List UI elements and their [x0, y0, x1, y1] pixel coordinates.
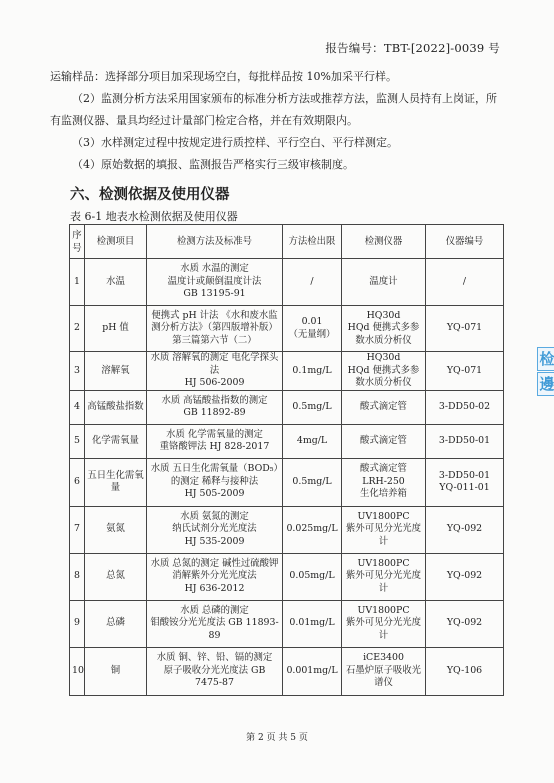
cell-item: 五日生化需氧量: [85, 458, 147, 506]
table-row: [70, 553, 504, 600]
cell-seq: 2: [70, 306, 85, 352]
header-instrument-no: 仪器编号: [426, 225, 504, 259]
cell-item: 氨氮: [85, 506, 147, 553]
cell-instrument: UV1800PC 紫外可见分光光度计: [342, 553, 426, 600]
cell-seq: 8: [70, 553, 85, 600]
cell-seq: 3: [70, 352, 85, 391]
cell-method: 水质 高锰酸盐指数的测定 GB 11892-89: [147, 390, 283, 424]
cell-item: 总氮: [85, 553, 147, 600]
cell-limit: 4mg/L: [283, 424, 342, 458]
cell-method: 便携式 pH 计法 《水和废水监测分析方法》（第四版增补版）第三篇第六节（二）: [147, 306, 283, 352]
cell-seq: 4: [70, 390, 85, 424]
cell-method: 水质 五日生化需氧量（BOD₅）的测定 稀释与接种法 HJ 505-2009: [147, 458, 283, 506]
cell-instrument-no: /: [426, 259, 504, 306]
cell-limit: 0.5mg/L: [283, 458, 342, 506]
table-row: [70, 390, 504, 424]
paragraph-review: （4）原始数据的填报、监测报告严格实行三级审核制度。: [72, 158, 354, 171]
table-row: [70, 259, 504, 306]
cell-item: 溶解氧: [85, 352, 147, 391]
table-row: [70, 458, 504, 506]
report-number: 报告编号：TBT-[2022]-0039 号: [325, 41, 500, 55]
cell-item: 总磷: [85, 600, 147, 647]
cell-limit: 0.5mg/L: [283, 390, 342, 424]
table-caption: 表 6-1 地表水检测依据及使用仪器: [70, 210, 238, 223]
stamp-char-1: 检: [537, 347, 554, 371]
cell-instrument: UV1800PC 紫外可见分光光度计: [342, 506, 426, 553]
cell-limit: 0.01mg/L: [283, 600, 342, 647]
cell-method: 水质 化学需氧量的测定 重铬酸钾法 HJ 828-2017: [147, 424, 283, 458]
cell-method: 水质 总氮的测定 碱性过硫酸钾消解紫外分光光度法 HJ 636-2012: [147, 553, 283, 600]
paragraph-method: （2）监测分析方法采用国家颁布的标准分析方法或推荐方法，监测人员持有上岗证，所有监测仪器、量具均经过计量部门检定合格，并在有效期限内。: [50, 92, 497, 127]
cell-limit: 0.001mg/L: [283, 647, 342, 695]
paragraph-qc: （3）水样测定过程中按规定进行质控样、平行空白、平行样测定。: [72, 136, 398, 149]
cell-instrument-no: YQ-106: [426, 647, 504, 695]
cell-item: 高锰酸盐指数: [85, 390, 147, 424]
header-instrument: 检测仪器: [342, 225, 426, 259]
cell-method: 水质 溶解氧的测定 电化学探头法 HJ 506-2009: [147, 352, 283, 391]
cell-instrument-no: YQ-071: [426, 352, 504, 391]
cell-instrument-no: YQ-071: [426, 306, 504, 352]
table-row: [70, 600, 504, 647]
table-row: [70, 352, 504, 391]
cell-instrument-no: 3-DD50-01 YQ-011-01: [426, 458, 504, 506]
cell-instrument: 温度计: [342, 259, 426, 306]
cell-method: 水质 氨氮的测定 纳氏试剂分光光度法 HJ 535-2009: [147, 506, 283, 553]
cell-limit: 0.025mg/L: [283, 506, 342, 553]
table-row: [70, 306, 504, 352]
cell-instrument: 酸式滴定管 LRH-250 生化培养箱: [342, 458, 426, 506]
stamp-char-2: 邊: [537, 372, 554, 396]
cell-seq: 5: [70, 424, 85, 458]
table-header-row: [70, 225, 504, 259]
cell-seq: 9: [70, 600, 85, 647]
cell-method: 水质 铜、锌、铅、镉的测定 原子吸收分光光度法 GB 7475-87: [147, 647, 283, 695]
section-title: 六、检测依据及使用仪器: [70, 187, 230, 203]
cell-seq: 6: [70, 458, 85, 506]
cell-seq: 1: [70, 259, 85, 306]
table-row: [70, 424, 504, 458]
cell-item: pH 值: [85, 306, 147, 352]
cell-limit: 0.05mg/L: [283, 553, 342, 600]
cell-instrument: HQ30d HQd 便携式多参数水质分析仪: [342, 352, 426, 391]
cell-instrument-no: 3-DD50-01: [426, 424, 504, 458]
cell-instrument-no: YQ-092: [426, 553, 504, 600]
body-paragraphs: [50, 66, 502, 176]
cell-instrument: 酸式滴定管: [342, 390, 426, 424]
cell-instrument: iCE3400 石墨炉原子吸收光谱仪: [342, 647, 426, 695]
cell-method: 水质 水温的测定 温度计或颠倒温度计法 GB 13195-91: [147, 259, 283, 306]
table-row: [70, 647, 504, 695]
cell-item: 铜: [85, 647, 147, 695]
cell-seq: 7: [70, 506, 85, 553]
cell-instrument-no: 3-DD50-02: [426, 390, 504, 424]
header-item: 检测项目: [85, 225, 147, 259]
cell-limit: 0.01 （无量纲）: [283, 306, 342, 352]
cell-instrument: HQ30d HQd 便携式多参数水质分析仪: [342, 306, 426, 352]
header-limit: 方法检出限: [283, 225, 342, 259]
cell-instrument: UV1800PC 紫外可见分光光度计: [342, 600, 426, 647]
page-footer: 第 2 页 共 5 页: [246, 733, 308, 743]
header-method: 检测方法及标准号: [147, 225, 283, 259]
paragraph-sampling: 运输样品：选择部分项目加采现场空白，每批样品按 10%加采平行样。: [50, 70, 397, 83]
cell-method: 水质 总磷的测定 钼酸铵分光光度法 GB 11893-89: [147, 600, 283, 647]
cell-limit: /: [283, 259, 342, 306]
cell-limit: 0.1mg/L: [283, 352, 342, 391]
cell-item: 化学需氧量: [85, 424, 147, 458]
detection-table: [69, 224, 504, 696]
cell-item: 水温: [85, 259, 147, 306]
cell-instrument-no: YQ-092: [426, 600, 504, 647]
cell-seq: 10: [70, 647, 85, 695]
table-row: [70, 506, 504, 553]
cell-instrument-no: YQ-092: [426, 506, 504, 553]
cell-instrument: 酸式滴定管: [342, 424, 426, 458]
header-seq: 序号: [70, 225, 85, 259]
